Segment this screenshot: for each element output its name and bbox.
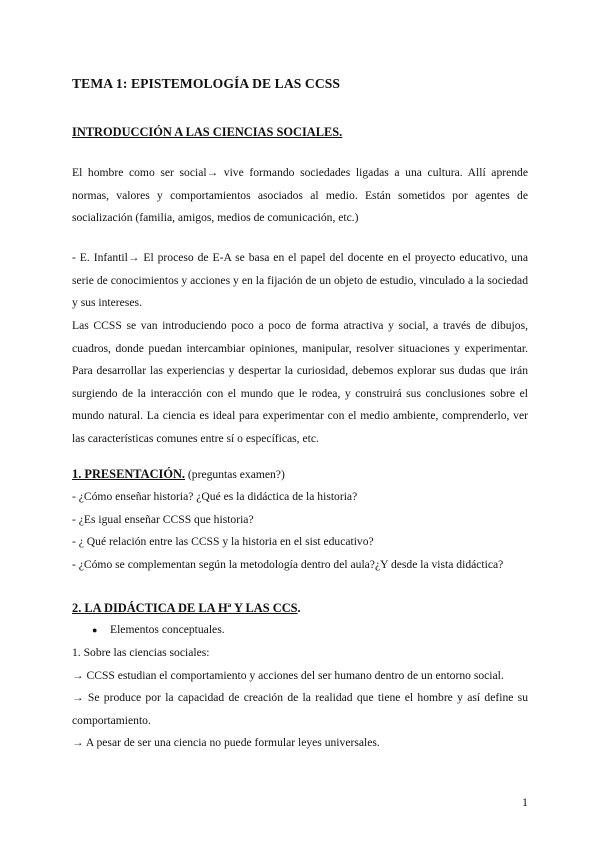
section2-title: 2. LA DIDÁCTICA DE LA Hª Y LAS CCS: [72, 601, 298, 615]
bullet-icon: ●: [92, 625, 98, 635]
section2-heading-dot: .: [297, 601, 301, 615]
question-item: - ¿ Qué relación entre las CCSS y la historia en el sist educativo?: [72, 535, 374, 549]
question-item: - ¿Cómo enseñar historia? ¿Qué es la didáctica de la historia?: [72, 490, 358, 503]
bullet-text: Elementos conceptuales.: [110, 623, 225, 636]
intro-paragraph: El hombre como ser social→ vive formando sociedades ligadas a una cultura. Allí aprende normas, valores y comportamientos asociados al medio. Están sometidos por agentes de socialización (familia, amigos, medios de comunicación, etc.): [72, 166, 528, 225]
question-item: - ¿Es igual enseñar CCSS que historia?: [72, 512, 254, 526]
infantil-paragraph: - E. Infantil→ El proceso de E-A se basa en el papel del docente en el proyecto educativo, una serie de conocimientos y acciones y en la fijación de un objeto de estudio, vinculado a la sociedad y sus intereses.: [72, 251, 528, 310]
document-title: TEMA 1: EPISTEMOLOGÍA DE LAS CCSS: [72, 76, 341, 91]
question-item: - ¿Cómo se complementan según la metodología dentro del aula?¿Y desde la vista didáctica?: [72, 557, 504, 571]
bullet-item: [72, 619, 225, 642]
section1-heading: [72, 464, 285, 485]
ccss-paragraph: Las CCSS se van introduciendo poco a poco de forma atractiva y social, a través de dibujos, cuadros, donde puedan intercambiar opiniones, manipular, resolver situaciones y experimentar. Para desarrollar las experiencias y despertar la curiosidad, debemos explorar sus dudas que irán surgiendo de la interacción con el mundo que le rodea, y construirá sus conclusiones sobre el mundo natural. La ciencia es ideal para experimentar con el medio ambiente, comprenderlo, ver las características comunes entre sí o específicas, etc.: [72, 319, 528, 445]
section1-questions: [72, 486, 528, 576]
section2-heading: [72, 598, 301, 618]
point-item: → CCSS estudian el comportamiento y acciones del ser humano dentro de un entorno social.: [72, 668, 504, 682]
section2-points: [72, 642, 528, 755]
section1-title: 1. PRESENTACIÓN.: [72, 467, 186, 481]
point-item: → Se produce por la capacidad de creación de la realidad que tiene el hombre y así define su comportamiento.: [72, 691, 528, 727]
intro-heading: INTRODUCCIÓN A LAS CIENCIAS SOCIALES.: [72, 125, 343, 139]
page-number: 1: [522, 795, 528, 809]
section1-note: (preguntas examen?): [185, 468, 285, 481]
point-item: → A pesar de ser una ciencia no puede formular leyes universales.: [72, 736, 380, 750]
subheading: 1. Sobre las ciencias sociales:: [72, 646, 210, 659]
